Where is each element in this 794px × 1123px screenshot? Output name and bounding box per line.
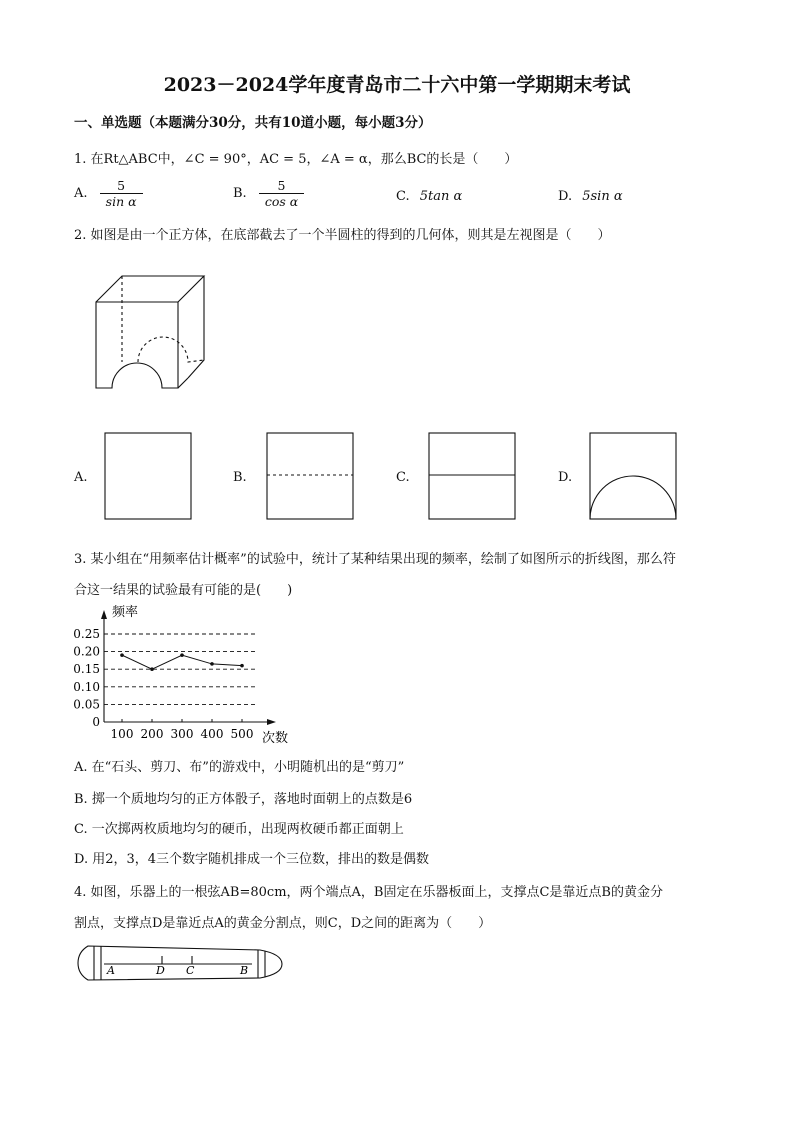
right-face-edge xyxy=(188,276,204,378)
question-4-stem-line2: 割点，支撑点D是靠近点A的黄金分割点，则C，D之间的距离为（ ） xyxy=(74,916,492,931)
section-heading: 一、单选题（本题满分30分，共有10道小题，每小题3分） xyxy=(74,115,432,131)
q2-option-a-label: A. xyxy=(74,470,88,485)
x-tick-label: 300 xyxy=(170,727,194,741)
front-face xyxy=(96,302,178,388)
q3-option-a: A. 在“石头、剪刀、布”的游戏中，小明随机出的是“剪刀” xyxy=(74,760,405,775)
x-tick-label: 200 xyxy=(140,727,164,741)
x-tick-label: 100 xyxy=(110,727,134,741)
q1-a-denominator: sin α xyxy=(100,193,143,209)
q1-b-denominator: cos α xyxy=(259,193,304,209)
q1-option-d-text: 5sin α xyxy=(582,189,623,204)
q1-option-d-label: D. xyxy=(558,189,573,204)
data-point xyxy=(120,653,124,657)
q1-option-b-label: B. xyxy=(233,186,247,201)
point-d-label: D xyxy=(156,964,165,977)
chart-y-tick-labels xyxy=(73,627,100,729)
q3-option-b: B. 掷一个质地均匀的正方体骰子，落地时面朝上的点数是6 xyxy=(74,792,413,807)
question-3-stem-line1: 3. 某小组在“用频率估计概率”的试验中，统计了某种结果出现的频率，绘制了如图所示的折线图，那么符 xyxy=(74,552,676,567)
y-tick-label: 0.05 xyxy=(73,697,100,712)
q3-option-c: C. 一次掷两枚质地均匀的硬币，出现两枚硬币都正面朝上 xyxy=(74,822,404,837)
q1-option-a-fraction xyxy=(100,178,143,209)
chart-axes xyxy=(101,610,276,725)
y-tick-label: 0.25 xyxy=(73,627,100,641)
point-b-label: B xyxy=(240,964,249,977)
y-tick-label: 0.20 xyxy=(73,644,100,659)
y-tick-label: 0 xyxy=(92,715,100,729)
q3-option-d: D. 用2，3，4三个数字随机排成一个三位数，排出的数是偶数 xyxy=(74,852,430,867)
chart-series xyxy=(120,653,244,671)
top-face xyxy=(96,276,204,302)
frequency-line-chart xyxy=(66,600,306,748)
q1-a-numerator: 5 xyxy=(117,178,126,193)
question-4-stem-line1: 4. 如图，乐器上的一根弦AB=80cm，两个端点A，B固定在乐器板面上，支撑点C是靠近点B的黄金分 xyxy=(74,885,663,900)
chart-y-axis-label: 频率 xyxy=(112,605,139,620)
y-tick-label: 0.15 xyxy=(73,662,100,677)
question-2-stem: 2. 如图是由一个正方体，在底部截去了一个半圆柱的得到的几何体，则其是左视图是（ ） xyxy=(74,228,611,243)
q1-option-c-text: 5tan α xyxy=(419,189,463,204)
q2-option-c-label: C. xyxy=(396,470,410,485)
question-1-stem: 1. 在Rt△ABC中，∠C = 90°，AC = 5，∠A = α，那么BC的长是（ ） xyxy=(74,152,518,167)
q1-option-d xyxy=(558,189,623,204)
question-3-stem-line2: 合这一结果的试验最有可能的是( ) xyxy=(74,583,293,598)
series-line xyxy=(122,655,242,669)
data-point xyxy=(150,667,154,671)
q1-option-b xyxy=(233,178,304,209)
x-tick-label: 400 xyxy=(200,727,224,741)
q2-option-c-figure xyxy=(428,432,518,522)
q1-option-b-fraction xyxy=(259,178,304,209)
q2-option-b-label: B. xyxy=(233,470,247,485)
q2-solid-figure xyxy=(90,268,220,393)
chart-grid xyxy=(104,634,258,704)
y-axis-arrow xyxy=(101,610,107,619)
data-point xyxy=(210,662,214,666)
point-c-label: C xyxy=(186,964,195,977)
q2-option-b-figure xyxy=(266,432,356,522)
x-tick-label: 500 xyxy=(230,727,254,741)
q1-option-a xyxy=(74,178,143,209)
q4-instrument-figure xyxy=(74,940,288,986)
point-a-label: A xyxy=(107,964,115,977)
q2-option-a-figure xyxy=(104,432,194,522)
data-point xyxy=(240,664,244,668)
q2-option-d-figure xyxy=(589,432,679,522)
q1-option-c xyxy=(396,189,462,204)
q2-option-d-label: D. xyxy=(558,470,573,485)
q1-option-a-label: A. xyxy=(74,186,88,201)
q1-b-numerator: 5 xyxy=(277,178,286,193)
page-title: 2023－2024学年度青岛市二十六中第一学期期末考试 xyxy=(163,74,631,96)
x-axis-arrow xyxy=(267,719,276,725)
y-tick-label: 0.10 xyxy=(73,679,100,694)
q1-option-c-label: C. xyxy=(396,189,410,204)
chart-x-axis-label: 次数 xyxy=(262,731,289,746)
data-point xyxy=(180,653,184,657)
